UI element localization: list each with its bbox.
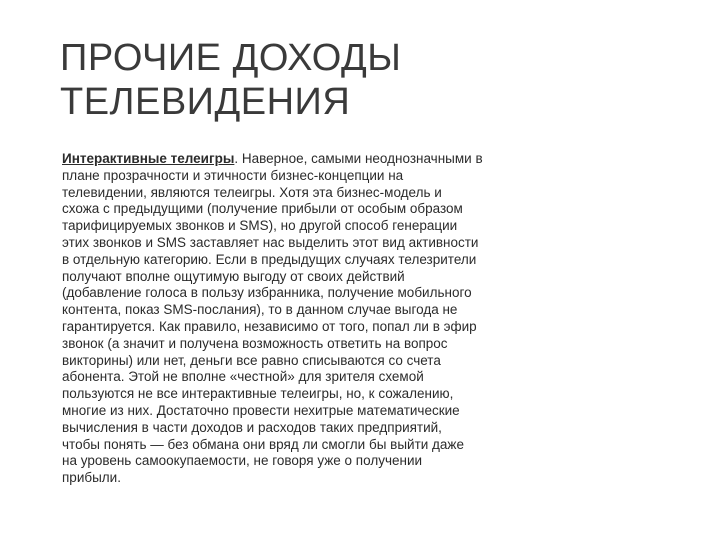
- body-line: абонента. Этой не вполне «честной» для зрителя схемой: [62, 369, 424, 385]
- body-line: схожа с предыдущими (получение прибыли от особым образом: [62, 201, 463, 217]
- slide-title: [60, 36, 660, 124]
- body-line: получают вполне ощутимую выгоду от своих действий: [62, 268, 405, 284]
- body-line: вычисления в части доходов и расходов таких предприятий,: [62, 419, 442, 435]
- body-line: звонок (а значит и получена возможность ответить на вопрос: [62, 335, 448, 351]
- body-line: телевидении, являются телеигры. Хотя эта бизнес-модель и: [62, 184, 442, 200]
- body-line: тарифицируемых звонков и SMS), но другой способ генерации: [62, 218, 458, 234]
- term-interactive-games: Интерактивные телеигры: [62, 151, 235, 166]
- body-line: чтобы понять — без обмана они вряд ли смогли бы выйти даже: [62, 436, 464, 452]
- title-line-1: ПРОЧИЕ ДОХОДЫ: [60, 37, 402, 79]
- body-line: плане прозрачности и этичности бизнес-концепции на: [62, 167, 404, 183]
- body-line: гарантируется. Как правило, независимо от того, попал ли в эфир: [62, 318, 477, 334]
- body-line: контента, показ SMS-послания), то в данном случае выгода не: [62, 302, 458, 318]
- first-line-rest: . Наверное, самыми неоднозначными в: [234, 151, 483, 166]
- body-line-0: [62, 151, 532, 168]
- body-line: пользуются не все интерактивные телеигры, но, к сожалению,: [62, 386, 454, 402]
- body-line: этих звонков и SMS заставляет нас выделить этот вид активности: [62, 234, 479, 250]
- body-line: (добавление голоса в пользу избранника, получение мобильного: [62, 285, 472, 301]
- title-line-2: ТЕЛЕВИДЕНИЯ: [60, 81, 351, 123]
- body-line: многие из них. Достаточно провести нехитрые математические: [62, 402, 460, 418]
- body-line: в отдельную категорию. Если в предыдущих случаях телезрители: [62, 251, 477, 267]
- body-line: викторины) или нет, деньги все равно списываются со счета: [62, 352, 441, 368]
- body-line: прибыли.: [62, 470, 121, 486]
- body-text: [62, 151, 532, 487]
- body-line: на уровень самоокупаемости, не говоря уже о получении: [62, 453, 423, 469]
